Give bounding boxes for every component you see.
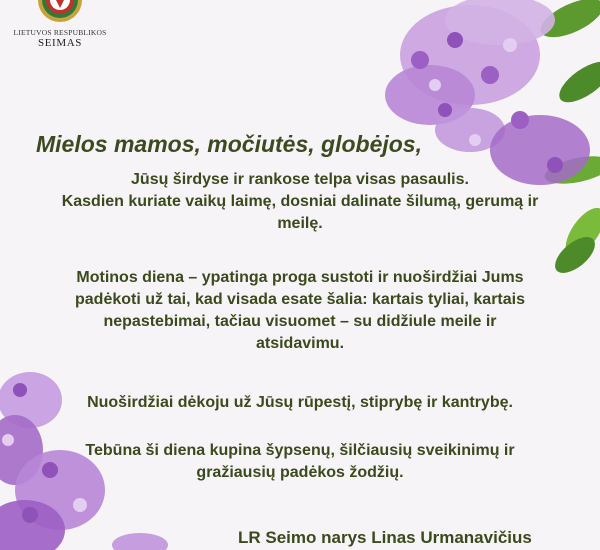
message-line: padėkoti už tai, kad visada esate šalia: kartais tyliai, kartais — [75, 291, 525, 308]
message-line: Kasdien kuriate vaikų laimę, dosniai dalinate šilumą, gerumą ir — [61, 193, 539, 210]
message-line: Tebūna ši diena kupina šypsenų, šilčiausių sveikinimų ir — [85, 442, 515, 459]
message-paragraph-2 — [0, 267, 600, 355]
seimas-emblem-icon — [8, 0, 112, 28]
message-line: Jūsų širdyse ir rankose telpa visas pasaulis. — [131, 171, 469, 188]
message-line: Motinos diena – ypatinga proga sustoti ir nuoširdžiai Jums — [76, 269, 524, 286]
signature: LR Seimo narys Linas Urmanavičius — [238, 528, 532, 547]
message-line: meilę. — [277, 215, 323, 232]
logo-text-line1: LIETUVOS RESPUBLIKOS — [13, 28, 107, 37]
message-paragraph-4 — [0, 440, 600, 484]
seimas-logo — [8, 0, 112, 52]
message-line: nepastebimai, tačiau visuomet – su didžiule meile ir — [103, 313, 497, 330]
message-line: Nuoširdžiai dėkoju už Jūsų rūpestį, stiprybę ir kantrybę. — [87, 394, 513, 411]
message-paragraph-1 — [0, 169, 600, 235]
message-line: atsidavimu. — [255, 335, 345, 352]
message-line: gražiausių padėkos žodžių. — [196, 464, 404, 481]
message-paragraph-3 — [0, 392, 600, 414]
logo-text-line2: SEIMAS — [38, 37, 82, 49]
greeting-heading: Mielos mamos, močiutės, globėjos, — [36, 131, 422, 157]
